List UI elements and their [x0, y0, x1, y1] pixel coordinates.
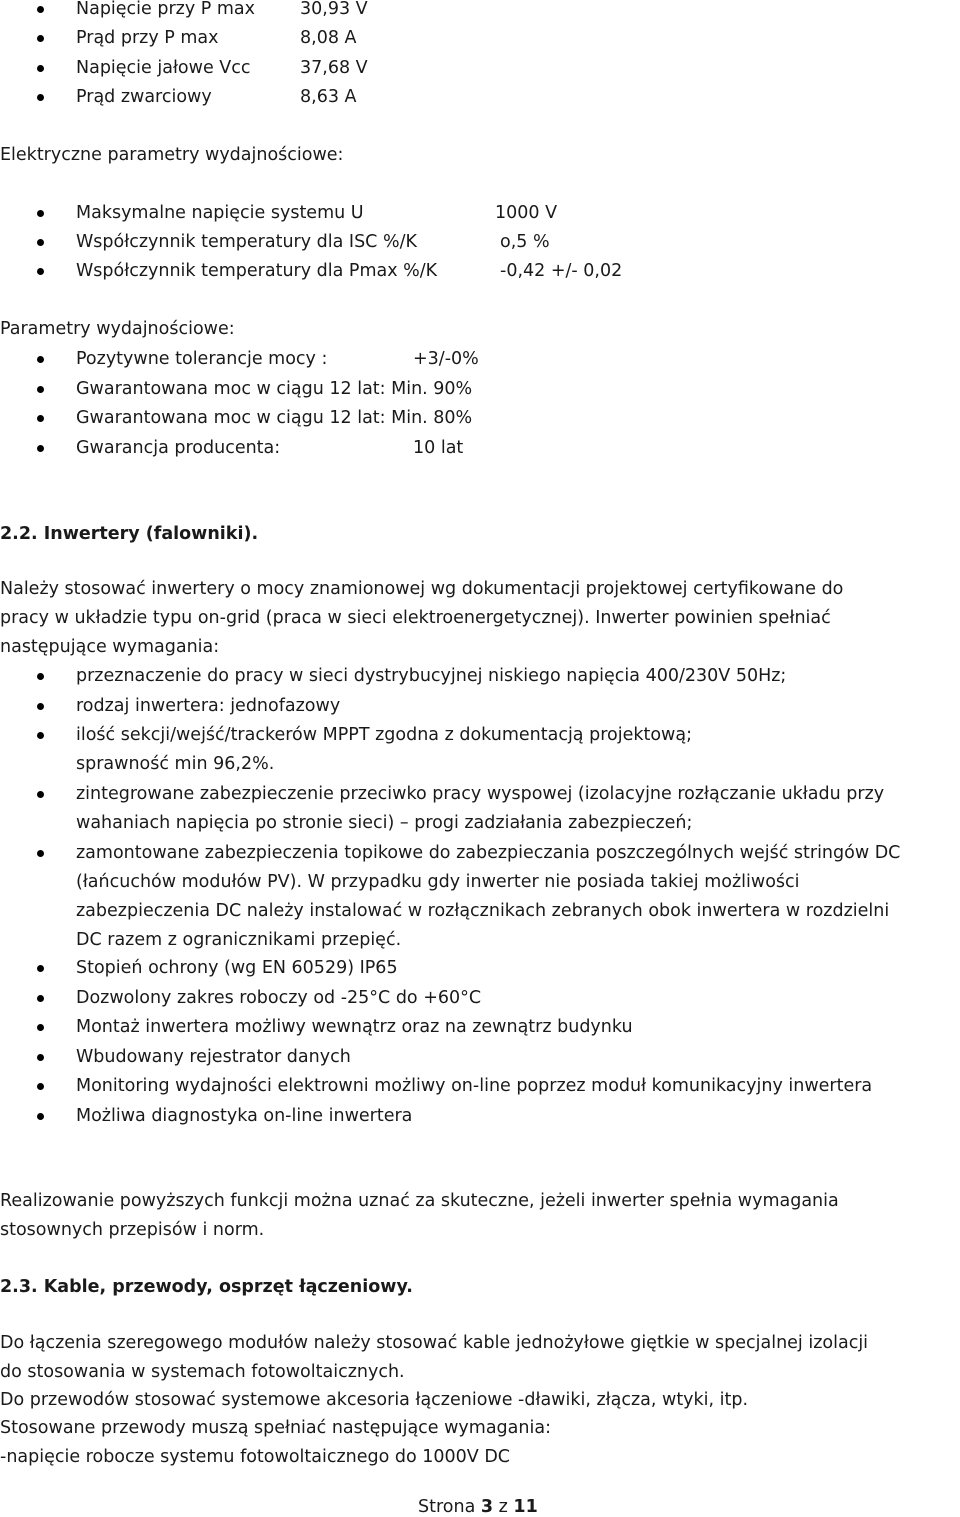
footer-separator: z	[498, 1497, 508, 1517]
list-item: ilość sekcji/wejść/trackerów MPPT zgodna z dokumentacją projektową;	[76, 725, 692, 745]
list-item-value: 37,68 V	[300, 58, 368, 78]
bullet-icon	[37, 995, 44, 1002]
list-item-label: Napięcie jałowe Vcc	[76, 58, 251, 78]
paragraph-line: pracy w układzie typu on-grid (praca w sieci elektroenergetycznej). Inwerter powinien spełniać	[0, 608, 831, 628]
page-footer	[418, 1497, 538, 1517]
paragraph-line: Do łączenia szeregowego modułów należy stosować kable jednożyłowe giętkie w specjalnej izolacji	[0, 1333, 869, 1353]
bullet-icon	[37, 1083, 44, 1090]
list-item: Montaż inwertera możliwy wewnątrz oraz na zewnątrz budynku	[76, 1017, 633, 1037]
section-heading-electrical: Elektryczne parametry wydajnościowe:	[0, 145, 344, 165]
list-item-continuation: zabezpieczenia DC należy instalować w rozłącznikach zebranych obok inwertera w rozdzielni	[76, 901, 890, 921]
section-heading-inverters: 2.2. Inwertery (falowniki).	[0, 524, 259, 544]
paragraph-line: następujące wymagania:	[0, 637, 220, 657]
paragraph-line: -napięcie robocze systemu fotowoltaicznego do 1000V DC	[0, 1447, 511, 1467]
list-item-value: 10 lat	[413, 438, 464, 458]
list-item-continuation: DC razem z ogranicznikami przepięć.	[76, 930, 402, 950]
bullet-icon	[37, 415, 44, 422]
bullet-icon	[37, 732, 44, 739]
list-item-label: Napięcie przy P max	[76, 0, 256, 19]
list-item: Dozwolony zakres roboczy od -25°C do +60°C	[76, 988, 482, 1008]
bullet-icon	[37, 703, 44, 710]
list-item-value: -0,42 +/- 0,02	[500, 261, 623, 281]
list-item: zintegrowane zabezpieczenie przeciwko pracy wyspowej (izolacyjne rozłączanie układu przy	[76, 784, 885, 804]
bullet-icon	[37, 673, 44, 680]
list-item-label: Gwarancja producenta:	[76, 438, 281, 458]
bullet-icon	[37, 1024, 44, 1031]
list-item-continuation: wahaniach napięcia po stronie sieci) – progi zadziałania zabezpieczeń;	[76, 813, 693, 833]
list-item-continuation: sprawność min 96,2%.	[76, 754, 275, 774]
paragraph-line: Stosowane przewody muszą spełniać następujące wymagania:	[0, 1418, 551, 1438]
bullet-icon	[37, 239, 44, 246]
list-item-value: 8,08 A	[300, 28, 357, 48]
list-item: przeznaczenie do pracy w sieci dystrybucyjnej niskiego napięcia 400/230V 50Hz;	[76, 666, 787, 686]
list-item-value: +3/-0%	[413, 349, 479, 369]
footer-page-total: 11	[513, 1497, 538, 1517]
paragraph-line: do stosowania w systemach fotowoltaicznych.	[0, 1362, 405, 1382]
bullet-icon	[37, 268, 44, 275]
paragraph-line: Do przewodów stosować systemowe akcesoria łączeniowe -dławiki, złącza, wtyki, itp.	[0, 1390, 749, 1410]
paragraph-line: Realizowanie powyższych funkcji można uznać za skuteczne, jeżeli inwerter spełnia wymagania	[0, 1191, 839, 1211]
list-item-label: Pozytywne tolerancje mocy :	[76, 349, 328, 369]
section-heading-performance: Parametry wydajnościowe:	[0, 319, 235, 339]
bullet-icon	[37, 35, 44, 42]
bullet-icon	[37, 6, 44, 13]
bullet-icon	[37, 791, 44, 798]
list-item: Monitoring wydajności elektrowni możliwy on-line poprzez moduł komunikacyjny inwertera	[76, 1076, 873, 1096]
section-heading-cables: 2.3. Kable, przewody, osprzęt łączeniowy.	[0, 1277, 413, 1297]
list-item-label: Gwarantowana moc w ciągu 12 lat: Min. 80%	[76, 408, 473, 428]
bullet-icon	[37, 1113, 44, 1120]
list-item-label: Gwarantowana moc w ciągu 12 lat: Min. 90%	[76, 379, 473, 399]
list-item-value: 30,93 V	[300, 0, 368, 19]
list-item-label: Maksymalne napięcie systemu U	[76, 203, 364, 223]
list-item-value: 1000 V	[495, 203, 558, 223]
bullet-icon	[37, 386, 44, 393]
bullet-icon	[37, 965, 44, 972]
bullet-icon	[37, 850, 44, 857]
list-item-value: o,5 %	[500, 232, 550, 252]
list-item: Możliwa diagnostyka on-line inwertera	[76, 1106, 413, 1126]
list-item: rodzaj inwertera: jednofazowy	[76, 696, 341, 716]
list-item-continuation: (łańcuchów modułów PV). W przypadku gdy inwerter nie posiada takiej możliwości	[76, 872, 800, 892]
bullet-icon	[37, 445, 44, 452]
list-item: zamontowane zabezpieczenia topikowe do zabezpieczania poszczególnych wejść stringów DC	[76, 843, 901, 863]
list-item: Stopień ochrony (wg EN 60529) IP65	[76, 958, 398, 978]
list-item-label: Współczynnik temperatury dla ISC %/K	[76, 232, 417, 252]
list-item-label: Prąd zwarciowy	[76, 87, 212, 107]
footer-page-number: 3	[480, 1497, 494, 1517]
bullet-icon	[37, 210, 44, 217]
list-item: Wbudowany rejestrator danych	[76, 1047, 351, 1067]
list-item-label: Współczynnik temperatury dla Pmax %/K	[76, 261, 438, 281]
paragraph-line: Należy stosować inwertery o mocy znamionowej wg dokumentacji projektowej certyfikowane do	[0, 579, 844, 599]
bullet-icon	[37, 1054, 44, 1061]
list-item-label: Prąd przy P max	[76, 28, 219, 48]
footer-prefix: Strona	[418, 1497, 476, 1517]
bullet-icon	[37, 65, 44, 72]
bullet-icon	[37, 94, 44, 101]
paragraph-line: stosownych przepisów i norm.	[0, 1220, 265, 1240]
list-item-value: 8,63 A	[300, 87, 357, 107]
bullet-icon	[37, 356, 44, 363]
